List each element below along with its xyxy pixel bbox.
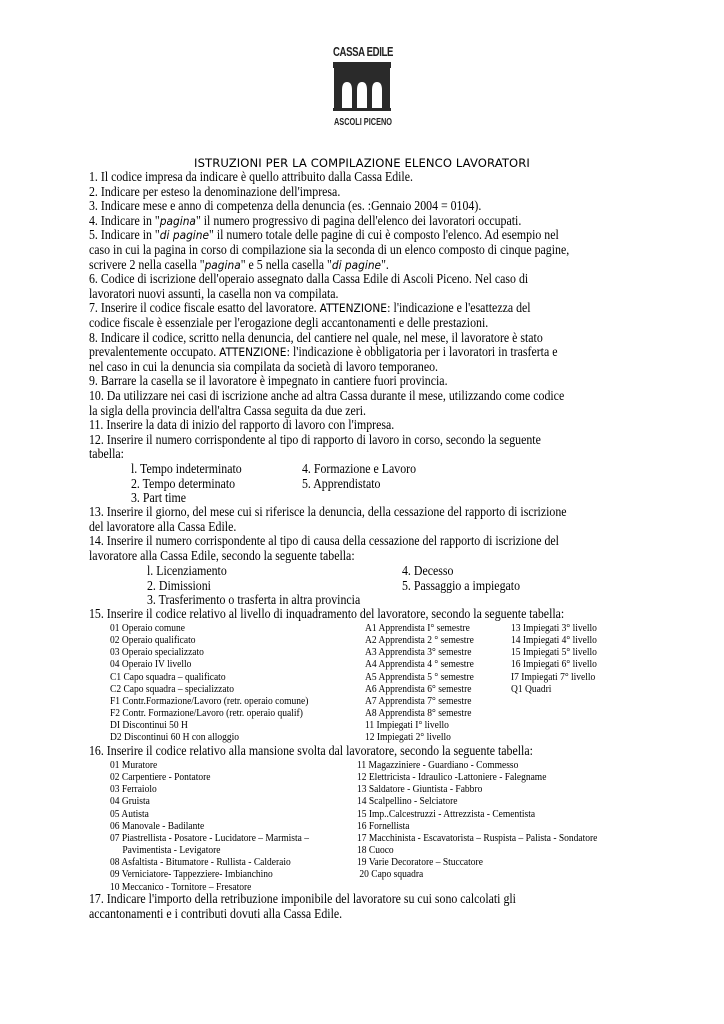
instruction-17-line-2: accantonamenti e i contributi dovuti alla Cassa Edile. (89, 905, 343, 921)
instruction-10: 10. Da utilizzare nei casi di iscrizione anche ad altra Cassa durante il mese, utilizzando come codice (89, 387, 565, 403)
table-row: 17 Macchinista - Escavatorista – Ruspista – Palista - Sondatore (357, 831, 598, 844)
table-row: A4 Apprendista 4 ° semestre (365, 658, 474, 671)
instruction-13-block (89, 505, 567, 563)
instruction-8-line-3: nel caso in cui la denuncia sia compilata da società di lavoro temporaneo. (89, 358, 439, 374)
table-row: 4. Decesso (402, 563, 454, 578)
table-row: 2. Dimissioni (147, 577, 211, 593)
table-row: 11 Magazziniere - Guardiano - Commesso (357, 759, 519, 771)
table-row: 3. Trasferimento o trasferta in altra provincia (147, 592, 361, 608)
instruction-12: 12. Inserire il numero corrispondente al tipo di rapporto di lavoro in corso, secondo la seguente (89, 431, 541, 447)
instruction-12-line-2: tabella: (89, 446, 124, 462)
level-table-col-3 (511, 622, 597, 695)
instruction-8-line-2: prevalentemente occupato. ATTENZIONE: l'indicazione è obbligatoria per i lavoratori in trasferta e (89, 344, 558, 360)
table-row: 09 Verniciatore- Tappezziere- Imbianchino (110, 868, 273, 881)
table-row: A8 Apprendista 8° semestre (365, 707, 472, 720)
table-row: 20 Capo squadra (357, 868, 424, 881)
cassa-edile-logo (330, 40, 396, 130)
instruction-6-line-2: lavoratori nuovi assunti, la casella non va compilata. (89, 285, 339, 301)
attention-label: ATTENZIONE: (219, 345, 291, 360)
instructions-list (89, 170, 629, 462)
table-row: 16 Impiegati 6° livello (511, 658, 597, 671)
instruction-17-block (89, 892, 516, 921)
table-row: 02 Operaio qualificato (110, 634, 196, 647)
attention-label: ATTENZIONE: (319, 301, 391, 316)
table-row: 01 Operaio comune (110, 622, 185, 634)
instruction-1: 1. Il codice impresa da indicare è quello attribuito dalla Cassa Edile. (89, 169, 413, 184)
table-row: Pavimentista - Levigatore (122, 844, 221, 857)
instruction-5: 5. Indicare in "di pagine" il numero totale delle pagine di cui è composto l'elenco. Ad esempio nel (89, 227, 559, 243)
termination-table-right (402, 564, 520, 593)
table-row: 13 Saldatore - Giuntista - Fabbro (357, 783, 483, 796)
table-row: 14 Scalpellino - Selciatore (357, 795, 458, 808)
instruction-14-line-2: lavoratore alla Cassa Edile, secondo la seguente tabella: (89, 547, 355, 563)
instruction-16: 16. Inserire il codice relativo alla mansione svolta dal lavoratore, secondo la seguente tabella: (89, 743, 533, 758)
table-row: F2 Contr. Formazione/Lavoro (retr. operaio qualif) (110, 707, 303, 720)
table-row: DI Discontinui 50 H (110, 719, 188, 732)
table-row: 12 Elettricista - Idraulico -Lattoniere - Falegname (357, 771, 547, 784)
instruction-4: 4. Indicare in "pagina" il numero progressivo di pagina dell'elenco dei lavoratori occupati. (89, 212, 522, 228)
table-row: 2. Tempo determinato (131, 475, 236, 491)
termination-table-left (147, 564, 360, 608)
job-table-col-1 (110, 759, 309, 893)
table-row: A1 Apprendista I° semestre (365, 622, 470, 634)
table-row: 03 Ferraiolo (110, 783, 157, 796)
table-row: 15 Impiegati 5° livello (511, 646, 597, 659)
job-table-col-2 (357, 759, 597, 881)
table-row: 18 Cuoco (357, 844, 394, 857)
instruction-7-line-2: codice fiscale è essenziale per l'erogazione degli accantonamenti e delle prestazioni. (89, 314, 489, 330)
table-row: 4. Formazione e Lavoro (302, 461, 417, 476)
instruction-5-line-3: scrivere 2 nella casella "pagina" e 5 nella casella "di pagine". (89, 256, 389, 272)
table-row: 07 Piastrellista - Posatore - Lucidatore – Marmista – (110, 831, 309, 844)
table-row: 04 Gruista (110, 795, 150, 808)
table-row: 10 Meccanico - Tornitore – Fresatore (110, 880, 252, 893)
table-row: A5 Apprendista 5 ° semestre (365, 670, 474, 683)
table-row: 04 Operaio IV livello (110, 658, 192, 671)
instruction-3: 3. Indicare mese e anno di competenza della denuncia (es. :Gennaio 2004 = 0104). (89, 198, 482, 214)
table-row: A3 Apprendista 3° semestre (365, 646, 472, 659)
logo-bottom-text: ASCOLI PICENO (334, 117, 393, 128)
instruction-7: 7. Inserire il codice fiscale esatto del lavoratore. ATTENZIONE: l'indicazione e l'esattezza del (89, 300, 531, 316)
instruction-14: 14. Inserire il numero corrispondente al tipo di causa della cessazione del rapporto di iscrizione del (89, 533, 559, 549)
table-row: 02 Carpentiere - Pontatore (110, 771, 211, 784)
table-row: 5. Passaggio a impiegato (402, 577, 521, 593)
table-row: Q1 Quadri (511, 682, 552, 695)
table-row: 11 Impiegati I° livello (365, 719, 449, 732)
table-row: 15 Imp..Calcestruzzi - Attrezzista - Cementista (357, 807, 536, 820)
table-row: 08 Asfaltista - Bitumatore - Rullista - Calderaio (110, 856, 291, 869)
instruction-8: 8. Indicare il codice, scritto nella denuncia, del cantiere nel quale, nel mese, il lavoratore è stato (89, 329, 543, 345)
table-row: 16 Fornellista (357, 819, 410, 832)
table-row: A2 Apprendista 2 ° semestre (365, 634, 474, 647)
table-row: 12 Impiegati 2° livello (365, 731, 451, 744)
logo-top-text: CASSA EDILE (333, 44, 394, 59)
instruction-13: 13. Inserire il giorno, del mese cui si riferisce la denuncia, della cessazione del rapporto di iscrizione (89, 504, 567, 519)
table-row: 06 Manovale - Badilante (110, 819, 205, 832)
contract-type-table-left (131, 462, 242, 506)
table-row: 5. Apprendistato (302, 475, 381, 491)
table-row: 03 Operaio specializzato (110, 646, 204, 659)
table-row: l. Licenziamento (147, 563, 227, 578)
table-row: 01 Muratore (110, 759, 158, 771)
level-table-col-1 (110, 622, 308, 744)
instruction-9: 9. Barrare la casella se il lavoratore è impegnato in cantiere fuori provincia. (89, 373, 448, 389)
table-row: F1 Contr.Formazione/Lavoro (retr. operaio comune) (110, 694, 309, 707)
table-row: A6 Apprendista 6° semestre (365, 682, 472, 695)
table-row: 3. Part time (131, 490, 187, 506)
table-row: 05 Autista (110, 807, 149, 820)
table-row: A7 Apprendista 7° semestre (365, 694, 472, 707)
level-table-col-2 (365, 622, 474, 744)
page-title: ISTRUZIONI PER LA COMPILAZIONE ELENCO LAVORATORI (194, 156, 530, 170)
table-row: 19 Varie Decoratore – Stuccatore (357, 856, 483, 869)
instruction-13-line-2: del lavoratore alla Cassa Edile. (89, 518, 237, 534)
instruction-11: 11. Inserire la data di inizio del rapporto di lavoro con l'impresa. (89, 417, 395, 433)
table-row: 14 Impiegati 4° livello (511, 634, 597, 647)
instruction-2: 2. Indicare per esteso la denominazione dell'impresa. (89, 183, 341, 199)
instruction-17: 17. Indicare l'importo della retribuzione imponibile del lavoratore su cui sono calcolati gli (89, 891, 516, 906)
instruction-15: 15. Inserire il codice relativo al livello di inquadramento del lavoratore, secondo la seguente tabella: (89, 606, 565, 621)
table-row: C2 Capo squadra – specializzato (110, 682, 235, 695)
table-row: I7 Impiegati 7° livello (511, 670, 596, 683)
table-row: C1 Capo squadra – qualificato (110, 670, 226, 683)
instruction-5-line-2: caso in cui la pagina in corso di compilazione sia la seconda di un elenco composto di cinque pagine, (89, 241, 570, 257)
contract-type-table-right (302, 462, 416, 491)
table-row: l. Tempo indeterminato (131, 461, 242, 476)
instruction-6: 6. Codice di iscrizione dell'operaio assegnato dalla Cassa Edile di Ascoli Piceno. Nel caso di (89, 271, 529, 287)
table-row: D2 Discontinui 60 H con alloggio (110, 731, 240, 744)
instruction-10-line-2: la sigla della provincia dell'altra Cassa seguita da due zeri. (89, 402, 367, 418)
table-row: 13 Impiegati 3° livello (511, 622, 597, 634)
